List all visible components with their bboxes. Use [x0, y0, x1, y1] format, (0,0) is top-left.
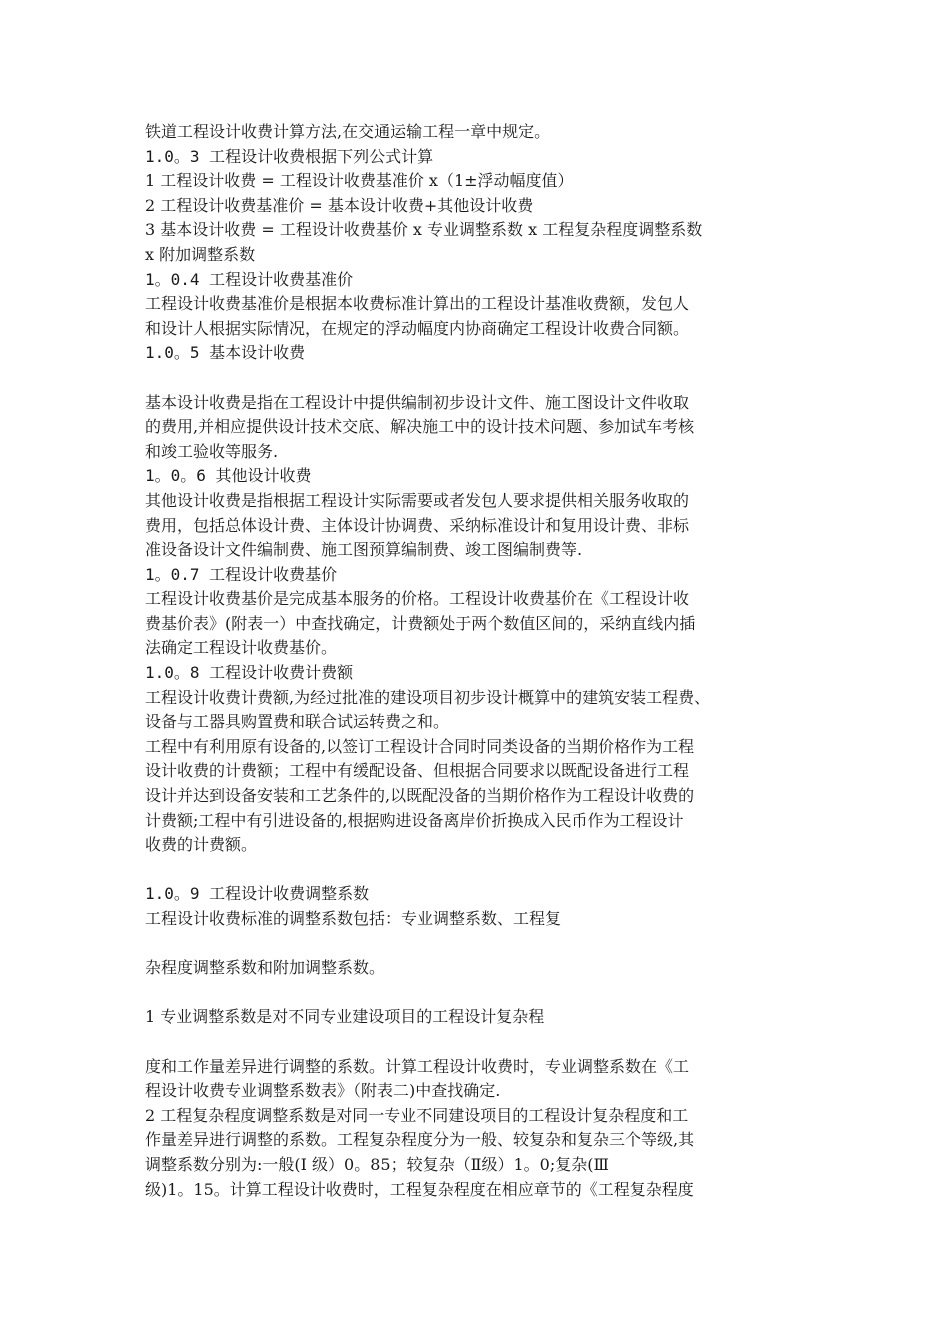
section-heading: 1.0。5 基本设计收费	[145, 343, 306, 363]
section-heading: 1。0.4 工程设计收费基准价	[145, 269, 354, 289]
text-line: 作量差异进行调整的系数。工程复杂程度分为一般、较复杂和复杂三个等级,其	[145, 1130, 695, 1150]
text-line: 3 基本设计收费 = 工程设计收费基价 x 专业调整系数 x 工程复杂程度调整系数	[145, 220, 703, 240]
text-line: 级)1。15。计算工程设计收费时，工程复杂程度在相应章节的《工程复杂程度	[145, 1179, 694, 1199]
text-line: 设备与工器具购置费和联合试运转费之和。	[145, 712, 450, 732]
text-line: 计费额;工程中有引进设备的,根据购进设备离岸价折换成入民币作为工程设计	[145, 810, 684, 830]
text-line: 和设计人根据实际情况，在规定的浮动幅度内协商确定工程设计收费合同额。	[145, 318, 690, 338]
section-heading: 1.0。8 工程设计收费计费额	[145, 663, 354, 683]
text-line: 法确定工程设计收费基价。	[145, 638, 338, 658]
text-line: 铁道工程设计收费计算方法,在交通运输工程一章中规定。	[145, 122, 551, 141]
text-line: 杂程度调整系数和附加调整系数。	[145, 958, 386, 978]
text-line: 准设备设计文件编制费、施工图预算编制费、竣工图编制费等.	[145, 540, 583, 560]
blank-line	[145, 932, 825, 957]
document-body	[145, 120, 825, 1202]
text-line: 基本设计收费是指在工程设计中提供编制初步设计文件、施工图设计文件收取	[145, 392, 690, 412]
text-line: 工程设计收费计费额,为经过批准的建设项目初步设计概算中的建筑安装工程费、	[145, 687, 711, 707]
text-line: 其他设计收费是指根据工程设计实际需要或者发包人要求提供相关服务收取的	[145, 490, 690, 510]
text-line: 工程设计收费标准的调整系数包括：专业调整系数、工程复	[145, 909, 562, 928]
blank-line	[145, 1030, 825, 1055]
text-line: 设计并达到设备安装和工艺条件的,以既配没备的当期价格作为工程设计收费的	[145, 786, 695, 806]
text-line: 费基价表》(附表一）中查找确定，计费额处于两个数值区间的，采纳直线内插	[145, 613, 696, 633]
blank-line	[145, 858, 825, 883]
text-line: 工程设计收费基价是完成基本服务的价格。工程设计收费基价在《工程设计收	[145, 589, 690, 609]
blank-line	[145, 366, 825, 391]
section-heading: 1.0。3 工程设计收费根据下列公式计算	[145, 146, 434, 166]
section-heading: 1。0。6 其他设计收费	[145, 466, 312, 486]
text-line: 工程中有利用原有设备的,以签订工程设计合同时同类设备的当期价格作为工程	[145, 736, 695, 756]
section-heading: 1。0.7 工程设计收费基价	[145, 564, 338, 584]
text-line: 和竣工验收等服务.	[145, 441, 279, 461]
text-line: 程设计收费专业调整系数表》（附表二)中查找确定.	[145, 1081, 501, 1101]
text-line: x 附加调整系数	[145, 244, 256, 264]
section-heading: 1.0。9 工程设计收费调整系数	[145, 884, 370, 904]
text-line: 度和工作量差异进行调整的系数。计算工程设计收费时，专业调整系数在《工	[145, 1056, 690, 1076]
text-line: 2 工程复杂程度调整系数是对同一专业不同建设项目的工程设计复杂程度和工	[145, 1105, 689, 1125]
text-line: 的费用,并相应提供设计技术交底、解决施工中的设计技术问题、参加试车考核	[145, 417, 695, 437]
text-line: 收费的计费额。	[145, 835, 258, 855]
text-line: 费用，包括总体设计费、主体设计协调费、采纳标准设计和复用设计费、非标	[145, 515, 690, 535]
text-line: 2 工程设计收费基准价 = 基本设计收费+其他设计收费	[145, 195, 534, 215]
blank-line	[145, 981, 825, 1006]
text-line: 1 专业调整系数是对不同专业建设项目的工程设计复杂程	[145, 1007, 545, 1027]
text-line: 工程设计收费基准价是根据本收费标准计算出的工程设计基准收费额，发包人	[145, 294, 690, 314]
text-line: 调整系数分别为:一般(Ⅰ 级）0。85；较复杂（Ⅱ级）1。0;复杂(Ⅲ	[145, 1154, 609, 1174]
text-line: 1 工程设计收费 = 工程设计收费基准价 x（1±浮动幅度值）	[145, 171, 574, 191]
text-line: 设计收费的计费额；工程中有缓配设备、但根据合同要求以既配设备进行工程	[145, 761, 690, 781]
